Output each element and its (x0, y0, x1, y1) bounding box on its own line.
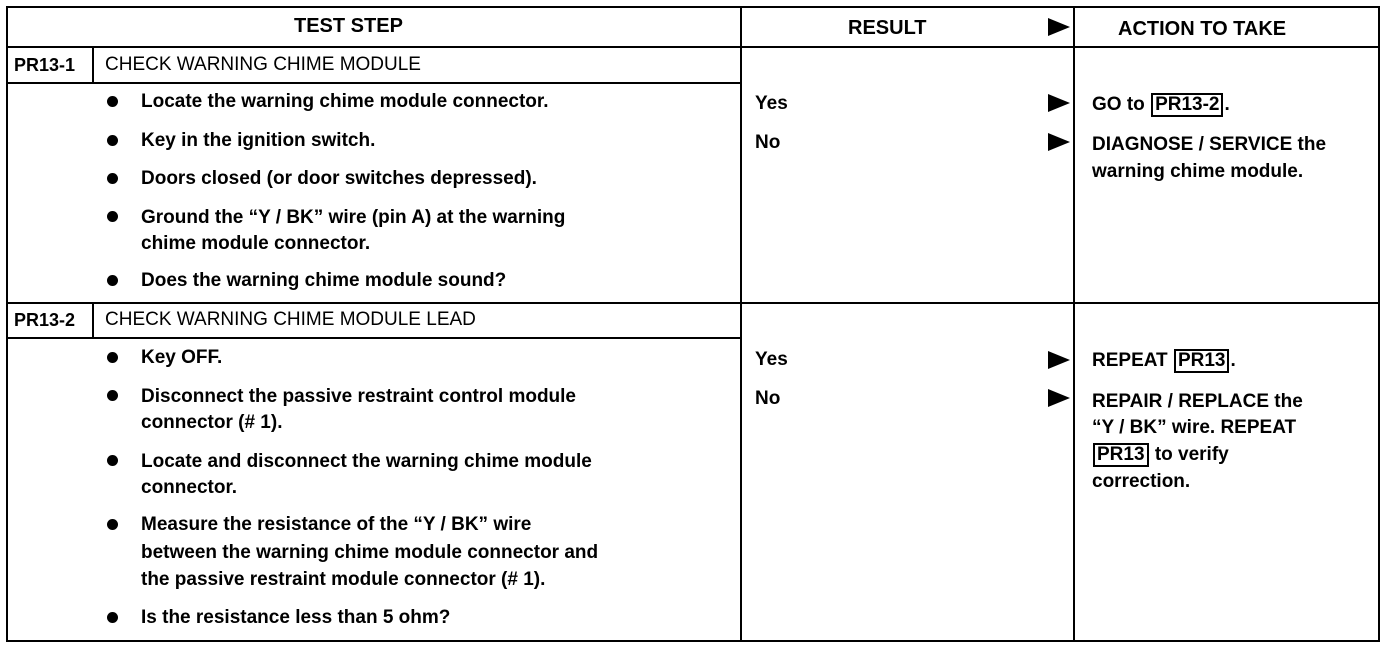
bullet-icon (107, 612, 118, 623)
header-divider (6, 46, 1380, 48)
step2-action-yes-prefix: REPEAT (1092, 350, 1168, 371)
step2-item-3a: Locate and disconnect the warning chime module (141, 451, 592, 472)
bullet-icon (107, 455, 118, 466)
step2-item-4b: between the warning chime module connector and (141, 542, 599, 563)
step1-action-no-line1: DIAGNOSE / SERVICE the (1092, 134, 1327, 155)
step1-item-4b: chime module connector. (141, 233, 371, 254)
step1-item-3: Doors closed (or door switches depressed). (141, 168, 537, 189)
bullet-icon (107, 135, 118, 146)
step2-action-no-line2: “Y / BK” wire. REPEAT (1092, 417, 1297, 438)
arrow-right-icon (1048, 389, 1070, 407)
table-bottom-border (6, 640, 1380, 642)
bullet-icon (107, 390, 118, 401)
step1-item-5: Does the warning chime module sound? (141, 270, 507, 291)
step1-action-yes-prefix: GO to (1092, 94, 1145, 115)
step2-id: PR13-2 (14, 310, 76, 330)
step2-action-yes-suffix: . (1230, 350, 1236, 371)
header-test-step: TEST STEP (294, 15, 403, 37)
step2-result-no: No (755, 388, 781, 409)
step1-item-4a: Ground the “Y / BK” wire (pin A) at the warning (141, 207, 566, 228)
step-divider (6, 302, 1380, 304)
step1-item-1: Locate the warning chime module connector. (141, 91, 549, 112)
arrow-right-icon (1048, 94, 1070, 112)
step1-action-yes-ref: PR13-2 (1151, 93, 1223, 117)
step2-action-no-line1: REPAIR / REPLACE the (1092, 391, 1303, 412)
bullet-icon (107, 352, 118, 363)
step1-id-divider (92, 46, 94, 84)
step1-action-no-line2: warning chime module. (1092, 161, 1304, 182)
header-action: ACTION TO TAKE (1118, 18, 1287, 40)
step2-result-yes: Yes (755, 349, 788, 370)
step1-result-yes: Yes (755, 93, 788, 114)
step2-action-no-line3 (1092, 442, 1229, 468)
step2-title-underline (6, 337, 740, 339)
step2-action-no-ref: PR13 (1093, 443, 1149, 467)
step2-action-yes (1092, 348, 1236, 374)
step2-item-2a: Disconnect the passive restraint control module (141, 386, 576, 407)
header-arrow-icon (1048, 18, 1070, 36)
step1-title-underline (6, 82, 740, 84)
arrow-right-icon (1048, 133, 1070, 151)
bullet-icon (107, 275, 118, 286)
step2-title: CHECK WARNING CHIME MODULE LEAD (105, 309, 476, 330)
step1-result-no: No (755, 132, 781, 153)
step1-action-yes-suffix: . (1224, 94, 1230, 115)
bullet-icon (107, 519, 118, 530)
step2-item-3b: connector. (141, 477, 238, 498)
step1-action-yes (1092, 92, 1230, 118)
teststep-result-divider (740, 6, 742, 642)
step2-id-divider (92, 302, 94, 339)
step2-item-4a: Measure the resistance of the “Y / BK” wire (141, 514, 532, 535)
step2-item-1: Key OFF. (141, 347, 223, 368)
bullet-icon (107, 96, 118, 107)
step1-id: PR13-1 (14, 55, 76, 75)
step1-item-2: Key in the ignition switch. (141, 130, 376, 151)
step2-action-no-line3-suffix: to verify (1154, 444, 1229, 465)
step2-item-2b: connector (# 1). (141, 412, 283, 433)
table-top-border (6, 6, 1380, 8)
step2-item-5: Is the resistance less than 5 ohm? (141, 607, 451, 628)
step2-action-no-line4: correction. (1092, 471, 1191, 492)
bullet-icon (107, 173, 118, 184)
table-left-border (6, 6, 8, 642)
header-result: RESULT (848, 17, 927, 39)
step1-title: CHECK WARNING CHIME MODULE (105, 54, 421, 75)
result-action-divider (1073, 6, 1075, 642)
bullet-icon (107, 211, 118, 222)
step2-action-yes-ref: PR13 (1174, 349, 1230, 373)
arrow-right-icon (1048, 351, 1070, 369)
table-right-border (1378, 6, 1380, 642)
step2-item-4c: the passive restraint module connector (# 1). (141, 569, 546, 590)
